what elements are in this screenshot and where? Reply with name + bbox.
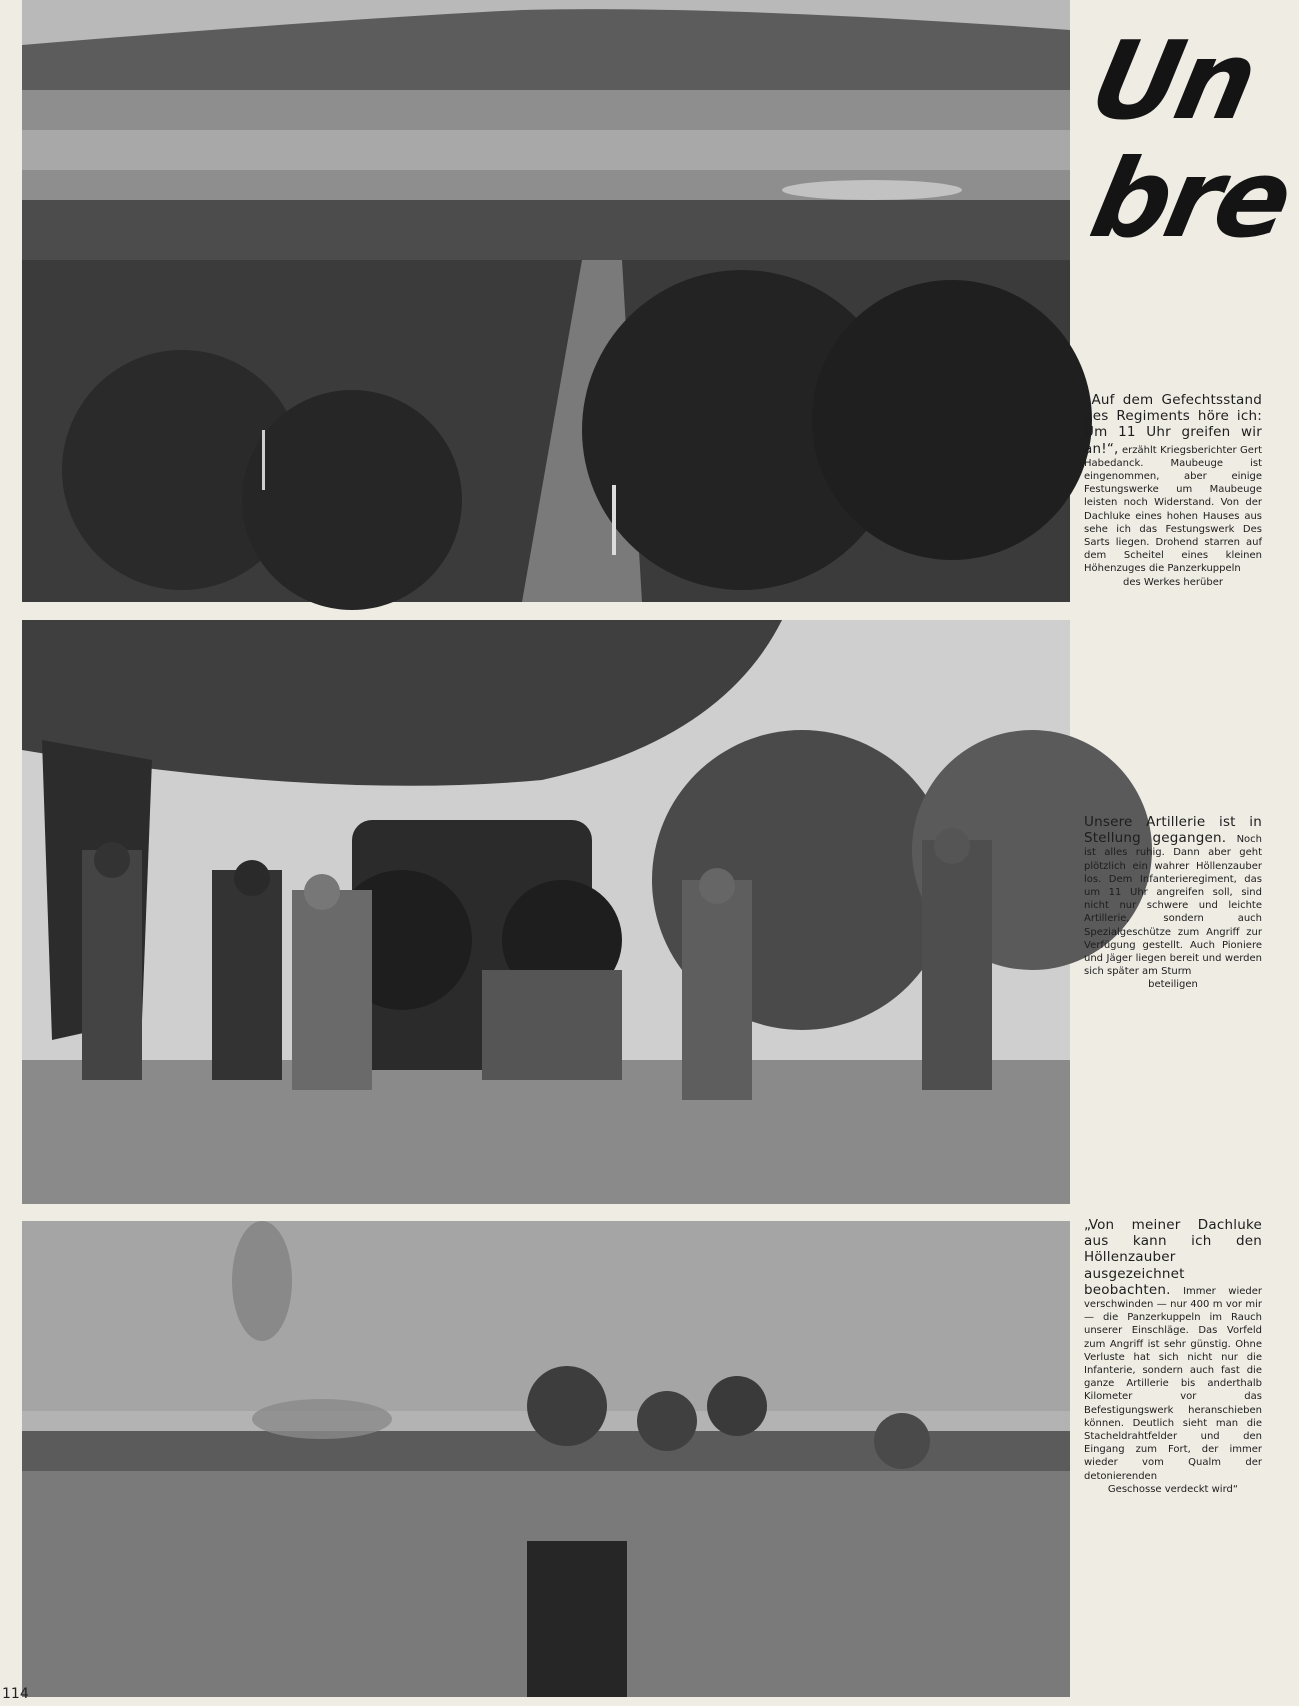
- caption-3: [1084, 1217, 1262, 1496]
- caption-3-body: Immer wieder verschwinden — nur 400 m vor mir — die Panzerkuppeln im Rauch unserer Einschläge. Das Vorfeld zum Angriff ist sehr günstig. Ohne Verluste hat sich nicht nur die Infanterie, sondern auch fast die ganze Artillerie bis anderthalb Kilometer vor das Befestigungswerk heranschieben können. Deutlich sieht man die Stacheldrahtfelder und den Eingang zum Fort, der immer wieder vom Qualm der detonierenden: [1084, 1285, 1262, 1482]
- photo-artillery-crew: [22, 620, 1070, 1204]
- caption-1-tail: des Werkes herüber: [1123, 576, 1223, 588]
- page-number: 114: [2, 1686, 29, 1702]
- photo-field-landscape: [22, 0, 1070, 602]
- headline: [1080, 19, 1299, 262]
- caption-1-body: erzählt Kriegsberichter Gert Habedanck. Maubeuge ist eingenommen, aber einige Festungswerke um Maubeuge leisten noch Widerstand. Von der Dachluke eines hohen Hauses aus sehe ich das Festungswerk Des Sarts liegen. Drohend starren auf dem Scheitel eines kleinen Höhenzuges die Panzerkuppeln: [1084, 444, 1262, 575]
- caption-1-lead: „Auf dem Gefechtsstand des Regiments höre ich: Um 11 Uhr greifen wir an!“,: [1084, 392, 1262, 457]
- headline-line-2: bre: [1080, 137, 1299, 262]
- caption-2-lead: Unsere Artillerie ist in Stellung gegangen.: [1084, 814, 1262, 847]
- caption-2-tail: beteiligen: [1148, 979, 1198, 991]
- headline-line-1: Un: [1080, 19, 1264, 144]
- photo-fort-smoke: [22, 1221, 1070, 1697]
- caption-3-lead: „Von meiner Dachluke aus kann ich den Höllenzauber ausgezeichnet beobachten.: [1084, 1217, 1262, 1298]
- caption-1: [1084, 392, 1262, 589]
- caption-2: [1084, 814, 1262, 992]
- caption-3-tail: Geschosse verdeckt wird“: [1107, 1483, 1239, 1495]
- caption-2-body: Noch ist alles ruhig. Dann aber geht plötzlich ein wahrer Höllenzauber los. Dem Infanterieregiment, das um 11 Uhr angreifen soll, sind nicht nur schwere und leichte Artillerie, sondern auch Spezialgeschütze zum Angriff zur Verfügung gestellt. Auch Pioniere und Jäger liegen bereit und werden sich später am Sturm: [1084, 834, 1262, 978]
